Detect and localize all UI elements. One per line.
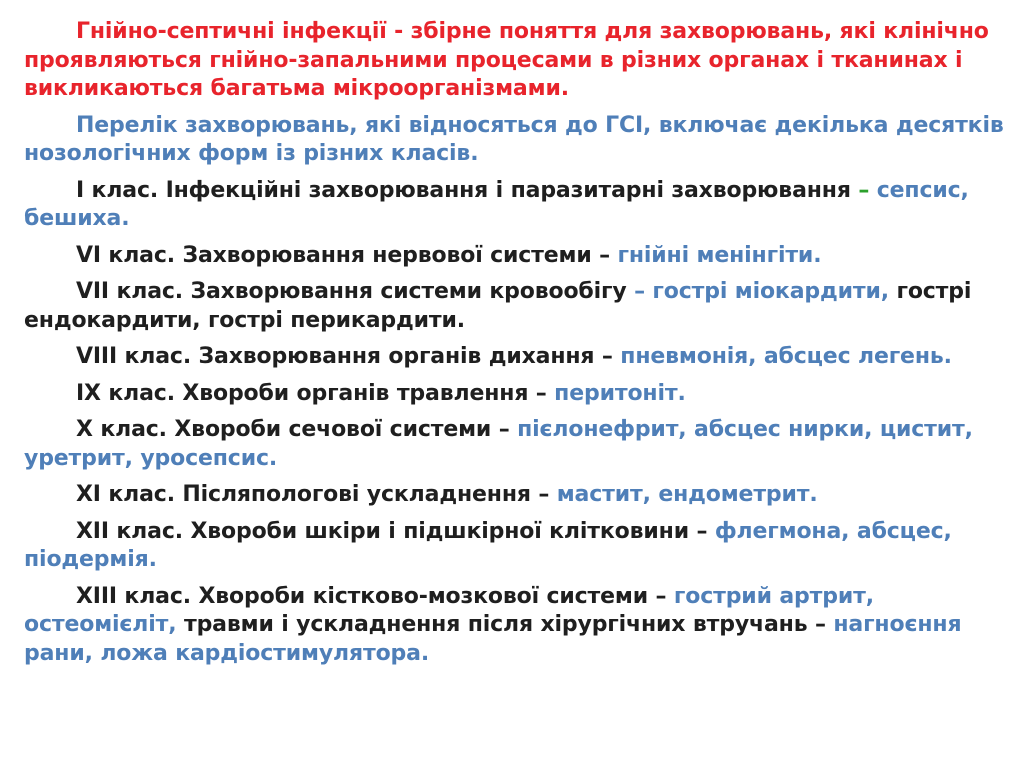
class-13-complications-examples: нагноєння рани, ложа кардіостимулятора. [24, 612, 962, 666]
paragraph-class-7 [24, 278, 1008, 335]
class-9-diseases: перитоніт. [554, 380, 686, 406]
class-7-diseases: – гострі міокардити, [634, 279, 889, 304]
paragraph-class-13 [24, 583, 1008, 669]
class-10-diseases: пієлонефрит, абсцес нирки, цистит, уретрит, уросепсис. [24, 417, 973, 471]
class-8-diseases: пневмонія, абсцес легень. [620, 344, 952, 369]
paragraph-class-10 [24, 416, 1008, 473]
definition-text: Гнійно-септичні інфекції - збірне поняття для захворювань, які клінічно проявляються гнійно-запальними процесами в різних органах і тканинах і викликаються багатьма мікроорганізмами. [24, 19, 989, 101]
paragraph-class-9 [24, 380, 1008, 409]
class-11-title: XI клас. Післяпологові ускладнення – [76, 482, 557, 507]
class-9-title: IX клас. Хвороби органів травлення – [76, 380, 555, 406]
class-11-diseases: мастит, ендометрит. [556, 482, 818, 507]
class-12-title: XII клас. Хвороби шкіри і підшкірної клітковини – [76, 518, 715, 544]
paragraph-list-intro [24, 112, 1008, 169]
class-6-title: VI клас. Захворювання нервової системи – [76, 242, 618, 268]
paragraph-class-12 [24, 518, 1008, 575]
class-13-complications: травми і ускладнення після хірургічних втручань – [176, 612, 834, 637]
class-7-diseases-cont: гострі ендокардити, гострі перикардити. [24, 279, 972, 333]
list-intro-text: Перелік захворювань, які відносяться до ГСІ, включає декілька десятків нозологічних форм із різних класів. [24, 112, 1004, 166]
class-1-title: І клас. Інфекційні захворювання і паразитарні захворювання [76, 177, 859, 203]
paragraph-class-8 [24, 343, 1008, 372]
class-13-diseases: гострий артрит, остеомієліт, [24, 583, 874, 637]
slide-body [24, 18, 1008, 676]
paragraph-intro-definition [24, 18, 1008, 104]
paragraph-class-11 [24, 481, 1008, 510]
class-1-dash: – [858, 177, 870, 203]
class-7-title: VII клас. Захворювання системи кровообігу [76, 279, 635, 304]
paragraph-class-6 [24, 242, 1008, 271]
class-12-diseases: флегмона, абсцес, піодермія. [24, 518, 952, 572]
class-6-diseases: гнійні менінгіти. [617, 242, 822, 268]
paragraph-class-1 [24, 177, 1008, 234]
class-13-title: XIII клас. Хвороби кістково-мозкової системи – [76, 583, 674, 609]
class-10-title: X клас. Хвороби сечової системи – [76, 417, 518, 442]
class-1-diseases: сепсис, бешиха. [24, 177, 969, 231]
class-8-title: VIII клас. Захворювання органів дихання – [76, 344, 621, 369]
